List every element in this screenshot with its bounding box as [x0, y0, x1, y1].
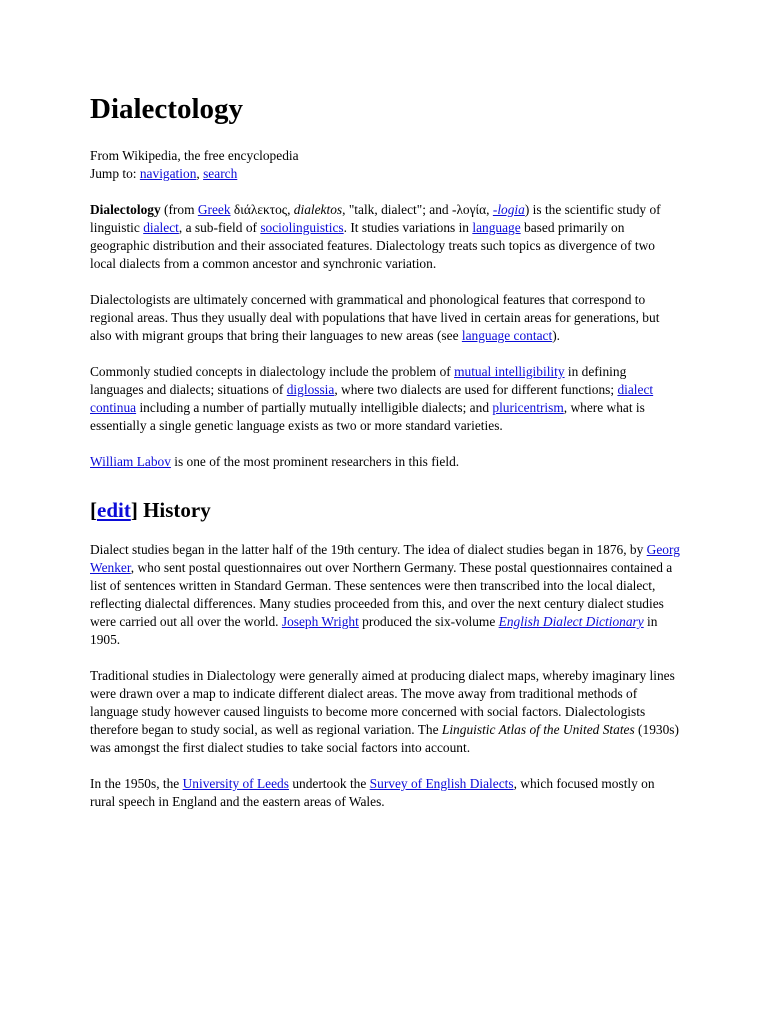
- text: Commonly studied concepts in dialectology include the problem of: [90, 364, 455, 379]
- text: undertook the: [288, 776, 370, 791]
- text: ).: [552, 328, 561, 343]
- survey-of-english-dialects-link[interactable]: Survey of English Dialects: [369, 776, 514, 791]
- term-dialectology: Dialectology: [90, 202, 161, 217]
- intro-paragraph-1: [90, 201, 680, 273]
- text: in 1905.: [90, 614, 658, 647]
- text: , who sent postal questionnaires out over Northern Germany. These postal questionnaires contained a list of sentences written in Standard German. These sentences were then transcribed into the local dialect, reflecting dialectal differences. Many studies proceeded from this, and over the next century dialect studies were carried out all over the world.: [90, 560, 673, 629]
- greek-link[interactable]: Greek: [197, 202, 231, 217]
- intro-paragraph-3: [90, 363, 680, 435]
- navigation-link[interactable]: navigation: [139, 166, 197, 181]
- text: Dialect studies began in the latter half of the 19th century. The idea of dialect studies began in 1876, by: [90, 542, 647, 557]
- dialektos-term: dialektos: [293, 202, 343, 217]
- dialect-continua-link[interactable]: dialect continua: [90, 382, 654, 415]
- page-title: Dialectology: [90, 93, 244, 125]
- text: , which focused mostly on rural speech in England and the eastern areas of Wales.: [90, 776, 655, 809]
- jump-prefix: Jump to:: [90, 166, 140, 181]
- article-content: [90, 92, 680, 829]
- jump-separator: ,: [196, 166, 204, 181]
- pluricentrism-link[interactable]: pluricentrism: [492, 400, 564, 415]
- text: διάλεκτος,: [230, 202, 294, 217]
- language-link[interactable]: language: [472, 220, 521, 235]
- logia-link-label: -logia: [492, 202, 525, 217]
- sociolinguistics-link[interactable]: sociolinguistics: [260, 220, 344, 235]
- joseph-wright-link[interactable]: Joseph Wright: [281, 614, 359, 629]
- text: is one of the most prominent researchers in this field.: [170, 454, 460, 469]
- bracket: [: [90, 498, 97, 522]
- logia-link[interactable]: [493, 202, 525, 217]
- university-of-leeds-link[interactable]: University of Leeds: [182, 776, 289, 791]
- text: based primarily on geographic distribution and their associated features. Dialectology treats such topics as divergence of two local dialects from a common ancestor and synchronic variation.: [90, 220, 655, 271]
- search-link[interactable]: search: [203, 166, 238, 181]
- text: in defining languages and dialects; situations of: [90, 364, 627, 397]
- dialect-link[interactable]: dialect: [143, 220, 179, 235]
- history-heading: [90, 497, 680, 523]
- diglossia-link[interactable]: diglossia: [286, 382, 335, 397]
- history-paragraph-1: [90, 541, 680, 649]
- text: In the 1950s, the: [90, 776, 183, 791]
- jump-links: [90, 165, 680, 183]
- text: , where two dialects are used for different functions;: [334, 382, 618, 397]
- text: Traditional studies in Dialectology were generally aimed at producing dialect maps, whereby imaginary lines were drawn over a map to indicate different dialect areas. The move away from traditional methods of language study however caused linguists to become more concerned with social factors. Dialectologists therefore began to study social, as well as regional variation. The: [90, 668, 675, 737]
- intro-paragraph-4: [90, 453, 680, 471]
- william-labov-link[interactable]: William Labov: [90, 454, 171, 469]
- text: , "talk, dialect"; and -λογία,: [342, 202, 493, 217]
- edd-link-label: English Dialect Dictionary: [498, 614, 644, 629]
- text: , a sub-field of: [178, 220, 261, 235]
- intro-paragraph-2: [90, 291, 680, 345]
- georg-wenker-link[interactable]: Georg Wenker: [90, 542, 680, 575]
- history-paragraph-2: [90, 667, 680, 757]
- tagline: From Wikipedia, the free encyclopedia: [90, 148, 299, 163]
- section-title: History: [137, 498, 211, 522]
- text: . It studies variations in: [343, 220, 473, 235]
- text: produced the six-volume: [358, 614, 499, 629]
- text: Dialectologists are ultimately concerned with grammatical and phonological features that correspond to regional areas. Thus they usually deal with populations that have lived in certain areas for generations, but also with migrant groups that bring their languages to new areas (see: [90, 292, 660, 343]
- text: (1930s) was amongst the first dialect studies to take social factors into account.: [90, 722, 679, 755]
- bracket: ]: [130, 498, 138, 522]
- atlas-title: Linguistic Atlas of the United States: [441, 722, 635, 737]
- text: ) is the scientific study of linguistic: [90, 202, 661, 235]
- text: including a number of partially mutually intelligible dialects; and: [136, 400, 493, 415]
- mutual-intelligibility-link[interactable]: mutual intelligibility: [454, 364, 565, 379]
- text: (from: [160, 202, 198, 217]
- edit-link[interactable]: edit: [97, 498, 131, 522]
- english-dialect-dictionary-link[interactable]: [499, 614, 644, 629]
- history-paragraph-3: [90, 775, 680, 811]
- language-contact-link[interactable]: language contact: [461, 328, 553, 343]
- text: , where what is essentially a single genetic language exists as two or more standard varieties.: [90, 400, 645, 433]
